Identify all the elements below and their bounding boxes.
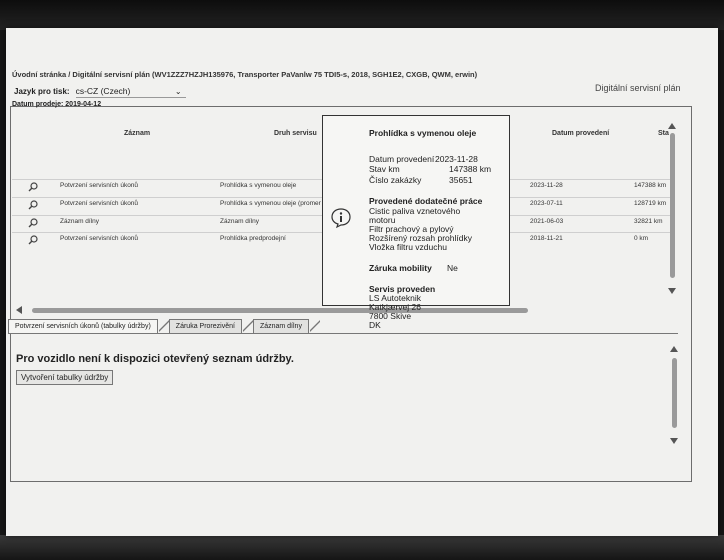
cell-km: 147388 km bbox=[634, 182, 667, 189]
cell-km: 0 km bbox=[634, 235, 649, 242]
popup-serviced-line: 7800 Skive bbox=[369, 311, 412, 321]
column-header-record[interactable]: Záznam bbox=[124, 130, 151, 137]
cell-service-type: Prohlídka s vymenou oleje (promer bbox=[220, 200, 321, 207]
cell-date: 2018-11-21 bbox=[530, 235, 563, 242]
tab-separator bbox=[159, 319, 169, 333]
scroll-up-arrow-icon[interactable] bbox=[670, 346, 678, 352]
popup-order-label: Číslo zakázky bbox=[369, 175, 422, 185]
chevron-down-icon: ⌄ bbox=[174, 86, 182, 96]
cell-km: 32821 km bbox=[634, 218, 663, 225]
breadcrumb[interactable]: Úvodní stránka / Digitální servisní plán (WV1ZZZ7HZJH135976, Transporter PaVanlw 75 TDI5-s, 2018, SGH1E2, CXGB, QWM, erwin) bbox=[12, 70, 478, 79]
magnifier-icon[interactable] bbox=[28, 235, 38, 245]
print-language bbox=[14, 85, 186, 98]
background-top bbox=[0, 0, 724, 30]
cell-record: Potvrzení servisních úkonů bbox=[60, 200, 139, 207]
scroll-up-arrow-icon[interactable] bbox=[668, 123, 676, 129]
lower-vertical-scrollbar[interactable] bbox=[670, 346, 678, 446]
tab-separator bbox=[243, 319, 253, 333]
popup-serviced-line: DK bbox=[369, 320, 381, 330]
magnifier-icon[interactable] bbox=[28, 200, 38, 210]
tab-workshop-record[interactable]: Záznam dílny bbox=[253, 319, 309, 333]
table-vertical-scrollbar[interactable] bbox=[668, 123, 676, 303]
popup-mobility-label: Záruka mobility bbox=[369, 263, 432, 273]
magnifier-icon[interactable] bbox=[28, 218, 38, 228]
scroll-thumb-horizontal[interactable] bbox=[32, 308, 528, 313]
popup-additional-item: Cistic paliva vznetového bbox=[369, 206, 461, 216]
cell-date: 2023-11-28 bbox=[530, 182, 563, 189]
print-language-label: Jazyk pro tisk: bbox=[14, 87, 70, 96]
popup-additional-item: motoru bbox=[369, 215, 396, 225]
column-header-status[interactable]: Sta bbox=[658, 130, 669, 137]
tab-digital-service-plan[interactable]: Digitální servisní plán bbox=[595, 83, 681, 93]
tab-service-confirmation[interactable]: Potvrzení servisních úkonů (tabulky údržby) bbox=[8, 319, 158, 333]
scroll-thumb[interactable] bbox=[670, 133, 675, 278]
print-language-select[interactable] bbox=[76, 85, 186, 98]
cell-service-type: Prohlídka predprodejní bbox=[220, 235, 286, 242]
cell-record: Záznam dílny bbox=[60, 218, 100, 225]
tab-rust-warranty[interactable]: Záruka Prorezivění bbox=[169, 319, 242, 333]
create-maintenance-table-button[interactable]: Vytvoření tabulky údržby bbox=[16, 370, 113, 385]
tab-bar bbox=[8, 319, 320, 333]
sale-date: Datum prodeje: 2019-04-12 bbox=[12, 101, 102, 108]
popup-date-value: 2023-11-28 bbox=[435, 154, 478, 164]
popup-serviced-title: Servis proveden bbox=[369, 284, 436, 294]
popup-additional-item: Vložka filtru vzduchu bbox=[369, 242, 447, 252]
popup-km-value: 147388 km bbox=[449, 164, 492, 174]
tab-underline bbox=[8, 333, 678, 334]
cell-km: 128719 km bbox=[634, 200, 667, 207]
printed-page bbox=[6, 28, 718, 536]
scroll-left-arrow-icon[interactable] bbox=[16, 306, 22, 314]
cell-service-type: Prohlídka s vymenou oleje bbox=[220, 182, 297, 189]
popup-serviced-line: Katkjærvej 26 bbox=[369, 302, 421, 312]
cell-service-type: Záznam dílny bbox=[220, 218, 260, 225]
column-header-date[interactable]: Datum provedení bbox=[552, 130, 610, 137]
magnifier-icon[interactable] bbox=[28, 182, 38, 192]
popup-km-label: Stav km bbox=[369, 164, 400, 174]
scroll-down-arrow-icon[interactable] bbox=[668, 288, 676, 294]
column-header-service-type[interactable]: Druh servisu bbox=[274, 130, 317, 137]
popup-additional-item: Rozšírený rozsah prohlídky bbox=[369, 233, 472, 243]
cell-record: Potvrzení servisních úkonů bbox=[60, 182, 139, 189]
popup-additional-item: Filtr prachový a pylový bbox=[369, 224, 454, 234]
info-icon bbox=[331, 208, 351, 228]
print-language-value: cs-CZ (Czech) bbox=[75, 86, 131, 96]
tab-separator bbox=[310, 319, 320, 333]
scroll-down-arrow-icon[interactable] bbox=[670, 438, 678, 444]
no-maintenance-message: Pro vozidlo není k dispozici otevřený seznam údržby. bbox=[16, 353, 294, 365]
popup-order-value: 35651 bbox=[449, 175, 473, 185]
popup-serviced-line: LS Autoteknik bbox=[369, 293, 421, 303]
cell-date: 2021-06-03 bbox=[530, 218, 564, 225]
background-bottom bbox=[0, 535, 724, 560]
popup-date-label: Datum provedení bbox=[369, 154, 435, 164]
popup-mobility-value: Ne bbox=[447, 263, 458, 273]
cell-date: 2023-07-11 bbox=[530, 200, 563, 207]
service-detail-popup bbox=[322, 115, 510, 330]
popup-additional-title: Provedené dodatečné práce bbox=[369, 196, 483, 206]
table-horizontal-scrollbar[interactable] bbox=[16, 306, 536, 316]
popup-title: Prohlídka s vymenou oleje bbox=[369, 128, 477, 138]
cell-record: Potvrzení servisních úkonů bbox=[60, 235, 139, 242]
scroll-thumb[interactable] bbox=[672, 358, 677, 428]
